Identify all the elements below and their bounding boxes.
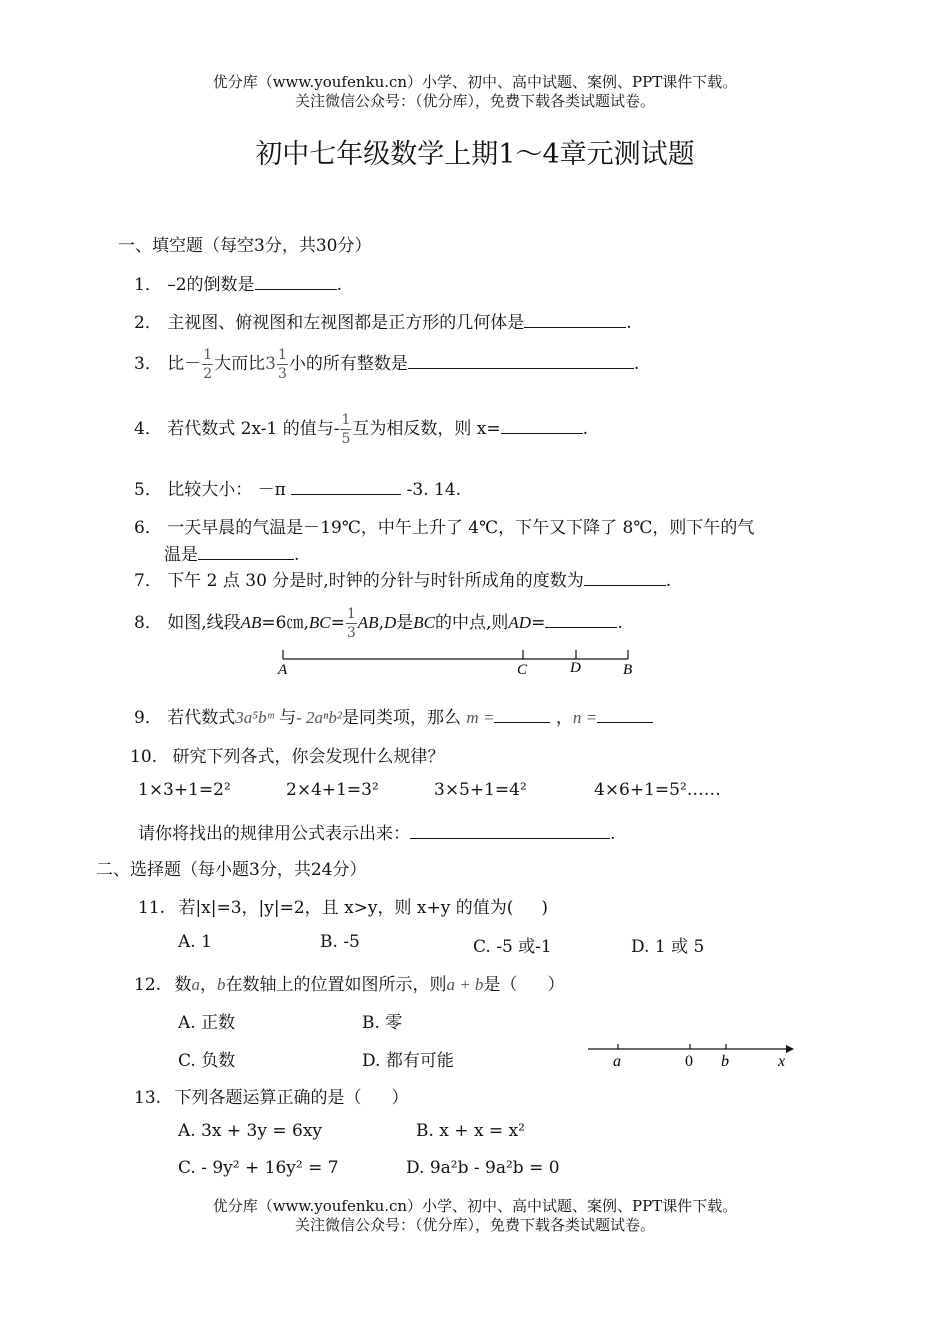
answer-blank [408,352,634,369]
var-n: n = [572,708,598,727]
equation-3: 3×5+1=4² [434,780,527,800]
var-m: m = [466,708,495,727]
label-b: b [721,1053,729,1070]
answer-blank [291,478,401,495]
answer-blank [410,822,610,839]
question-text: ， [199,975,217,995]
q13-option-c[interactable]: C. - 9y² + 16y² = 7 [178,1158,339,1178]
period: . [617,613,623,633]
question-5 [134,475,461,500]
question-10 [130,742,444,767]
question-number: 6． [134,518,162,538]
question-9 [134,703,653,728]
question-12 [134,970,564,995]
question-3 [134,346,639,383]
question-text: 大而比 [214,354,266,374]
answer-paren: ） [547,975,565,995]
question-number: 11. [138,898,166,918]
period: . [336,275,342,295]
question-text: 下列各题运算正确的是（ [174,1088,362,1108]
question-text: 若代数式 2x-1 的值与- [167,419,340,439]
question-text: 小的所有整数是 [288,354,408,374]
question-text: 是（ [483,975,518,995]
question-text: 比－ [167,354,202,374]
period: . [294,545,300,565]
segment-ad: AD [508,613,532,632]
label-c: C [517,662,528,678]
segment-figure [276,644,646,680]
question-text: –2的倒数是 [167,275,255,295]
fraction-third [277,346,288,383]
answer-blank-n [597,706,653,723]
period: . [582,419,589,439]
var-a: a [191,975,200,994]
fraction-third [346,605,357,642]
question-6 [134,513,754,538]
equation-1: 1×3+1=2² [138,780,231,800]
question-number: 3． [134,354,162,374]
question-text: 的中点,则 [435,613,509,633]
question-text: 比较大小： [167,480,253,500]
answer-blank [524,311,626,328]
question-text: ， [555,708,573,728]
expression-a-plus-b: a + b [446,975,484,994]
expression-1: 3a⁵bᵐ [235,708,274,727]
expression-2: - 2aⁿb² [296,708,343,727]
label-b: B [623,662,633,678]
question-1 [134,270,342,295]
compare-left: －π [257,480,286,500]
question-11 [138,893,548,918]
q11-option-d[interactable]: D. 1 或 5 [631,937,705,957]
segment-ab: AB [357,613,379,632]
answer-blank-m [494,706,550,723]
numerator: 1 [341,412,351,428]
segment-ab: AB [240,613,262,632]
label-a: a [613,1053,621,1070]
question-text: = [531,613,546,633]
q12-option-d[interactable]: D. 都有可能 [362,1051,454,1071]
answer-paren: ） [391,1088,409,1108]
denominator: 2 [203,366,213,382]
question-text: 如图,线段 [167,613,241,633]
answer-blank [501,417,583,434]
question-text: 互为相反数，则 x= [352,419,501,439]
question-number: 10. [130,747,158,767]
question-number: 4． [134,419,162,439]
question-10-ask [138,819,615,844]
section-2-heading: 二、选择题（每小题3分，共24分） [96,860,367,880]
segment-bc: BC [308,613,331,632]
question-number: 5． [134,480,162,500]
answer-blank [255,273,337,290]
question-text: 请你将找出的规律用公式表示出来： [138,824,410,844]
period: . [610,824,616,844]
question-text: 是 [396,613,414,633]
denominator: 5 [341,431,351,447]
question-number: 9． [134,708,162,728]
number-line [586,1040,798,1072]
q11-option-c[interactable]: C. -5 或-1 [473,937,552,957]
q11-option-b[interactable]: B. -5 [320,932,360,952]
point-d: D [383,613,397,632]
q11-option-a[interactable]: A. 1 [178,932,212,952]
footer-line-2: 关注微信公众号：（优分库），免费下载各类试题试卷。 [294,1216,655,1234]
label-zero: 0 [685,1053,693,1070]
header-line-2: 关注微信公众号：（优分库），免费下载各类试题试卷。 [294,92,655,110]
label-x: x [778,1053,786,1070]
question-number: 13. [134,1088,162,1108]
numerator: 1 [277,347,287,363]
answer-paren: ) [541,898,549,918]
period: . [665,571,672,591]
axis-arrow [786,1045,794,1053]
question-number: 2． [134,313,162,333]
question-text: 在数轴上的位置如图所示，则 [225,975,447,995]
q13-option-a[interactable]: A. 3x + 3y = 6xy [178,1121,323,1141]
q12-option-c[interactable]: C. 负数 [178,1051,236,1071]
label-d: D [570,660,581,676]
question-number: 1． [134,275,162,295]
question-text: 下午 2 点 30 分是时,时钟的分针与时针所成角的度数为 [167,571,584,591]
fraction-half [202,346,213,383]
whole-number: 3 [265,354,276,374]
question-6-line-2 [164,540,299,565]
question-text: 是同类项，那么 [342,708,462,728]
question-text: 若代数式 [167,708,236,728]
question-text: 主视图、俯视图和左视图都是正方形的几何体是 [167,313,525,333]
equation-2: 2×4+1=3² [286,780,379,800]
section-1-heading: 一、填空题（每空3分，共30分） [118,236,372,256]
question-text: 温是 [164,545,198,565]
equation-4: 4×6+1=5²…… [594,780,721,800]
page-title: 初中七年级数学上期1～4章元测试题 [255,139,695,170]
denominator: 3 [346,625,356,641]
question-2 [134,308,632,333]
question-number: 12. [134,975,162,995]
header-line-1: 优分库（www.youfenku.cn）小学、初中、高中试题、案例、PPT课件下载。 [212,73,738,91]
question-4 [134,411,588,448]
segment-bc: BC [413,613,435,632]
footer-line-1: 优分库（www.youfenku.cn）小学、初中、高中试题、案例、PPT课件下载。 [212,1197,738,1215]
question-text: , [378,613,384,633]
question-text: = [330,613,345,633]
q13-option-b[interactable]: B. x + x = x² [416,1121,525,1141]
answer-blank [198,543,294,560]
period: . [633,354,640,374]
question-text: 数 [174,975,192,995]
fraction-fifth [340,411,351,448]
numerator: 1 [203,347,213,363]
question-text: 若|x|=3，|y|=2，且 x>y，则 x+y 的值为( [178,898,514,918]
period: . [626,313,632,333]
question-number: 8． [134,613,162,633]
denominator: 3 [277,366,287,382]
question-text: 一天早晨的气温是－19℃，中午上升了 4℃，下午又下降了 8℃，则下午的气 [167,518,755,538]
q12-option-b[interactable]: B. 零 [362,1013,403,1033]
compare-right: -3. 14. [406,480,462,500]
var-b: b [216,975,226,994]
question-13 [134,1083,408,1108]
numerator: 1 [346,606,356,622]
q13-option-d[interactable]: D. 9a²b - 9a²b = 0 [406,1158,560,1178]
question-8 [134,605,623,642]
question-text: 与 [279,708,297,728]
label-a: A [278,662,288,678]
question-text: =6㎝, [261,613,309,633]
q12-option-a[interactable]: A. 正数 [178,1013,236,1033]
answer-blank [584,569,666,586]
question-number: 7． [134,571,162,591]
answer-blank [545,611,617,628]
question-7 [134,566,671,591]
question-text: 研究下列各式，你会发现什么规律？ [172,747,445,767]
